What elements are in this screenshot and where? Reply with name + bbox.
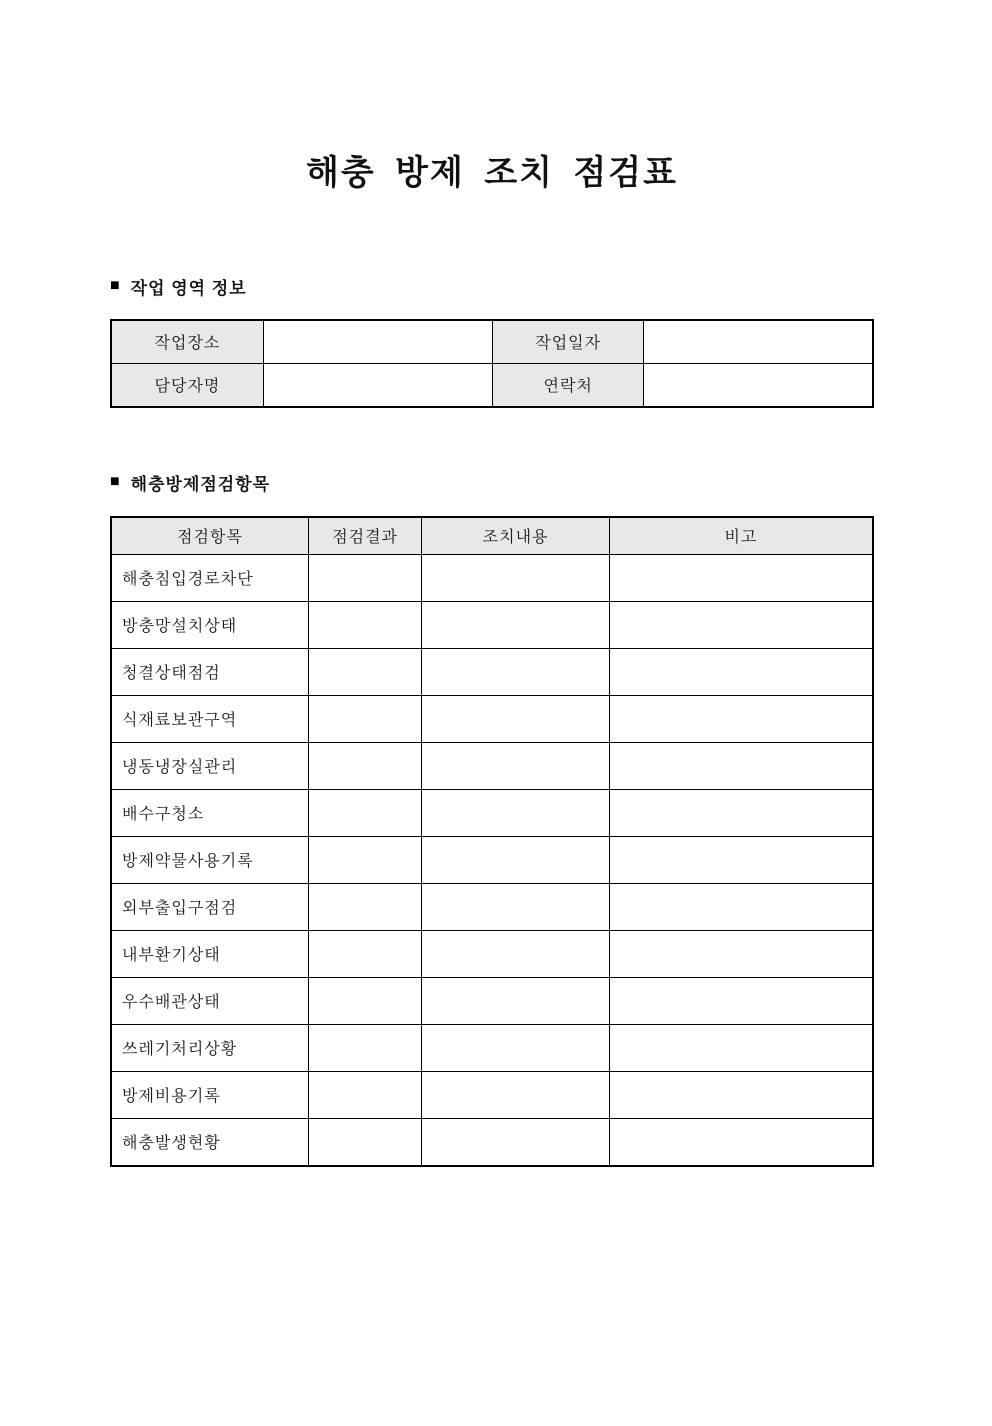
action-cell[interactable] bbox=[422, 977, 609, 1024]
action-cell[interactable] bbox=[422, 930, 609, 977]
checklist-row bbox=[111, 695, 873, 742]
info-row bbox=[111, 320, 873, 364]
result-cell[interactable] bbox=[308, 883, 422, 930]
field-label-contact: 연락처 bbox=[493, 363, 644, 407]
checklist-item-label: 해충침입경로차단 bbox=[111, 554, 308, 601]
result-cell[interactable] bbox=[308, 1118, 422, 1166]
checklist-row bbox=[111, 742, 873, 789]
action-cell[interactable] bbox=[422, 883, 609, 930]
info-row bbox=[111, 363, 873, 407]
section-heading-work-area bbox=[110, 274, 874, 299]
action-cell[interactable] bbox=[422, 742, 609, 789]
checklist-row bbox=[111, 1024, 873, 1071]
note-cell[interactable] bbox=[609, 554, 873, 601]
checklist-row bbox=[111, 1071, 873, 1118]
checklist-item-label: 방제비용기록 bbox=[111, 1071, 308, 1118]
action-cell[interactable] bbox=[422, 1071, 609, 1118]
work-area-info-table bbox=[110, 319, 874, 408]
note-cell[interactable] bbox=[609, 695, 873, 742]
note-cell[interactable] bbox=[609, 883, 873, 930]
field-label-workdate: 작업일자 bbox=[493, 320, 644, 364]
checklist-item-label: 내부환기상태 bbox=[111, 930, 308, 977]
result-cell[interactable] bbox=[308, 695, 422, 742]
action-cell[interactable] bbox=[422, 789, 609, 836]
result-cell[interactable] bbox=[308, 1071, 422, 1118]
square-bullet-icon: ■ bbox=[110, 473, 121, 491]
result-cell[interactable] bbox=[308, 789, 422, 836]
result-cell[interactable] bbox=[308, 742, 422, 789]
note-cell[interactable] bbox=[609, 601, 873, 648]
note-cell[interactable] bbox=[609, 977, 873, 1024]
checklist-item-label: 방충망설치상태 bbox=[111, 601, 308, 648]
checklist-row bbox=[111, 1118, 873, 1166]
checklist-item-label: 냉동냉장실관리 bbox=[111, 742, 308, 789]
checklist-item-label: 청결상태점검 bbox=[111, 648, 308, 695]
checklist-row bbox=[111, 554, 873, 601]
checklist-item-label: 배수구청소 bbox=[111, 789, 308, 836]
note-cell[interactable] bbox=[609, 742, 873, 789]
note-cell[interactable] bbox=[609, 648, 873, 695]
field-value-contact[interactable] bbox=[644, 363, 873, 407]
checklist-header-row bbox=[111, 517, 873, 555]
action-cell[interactable] bbox=[422, 836, 609, 883]
document-page bbox=[0, 23, 992, 1426]
checklist-row bbox=[111, 601, 873, 648]
field-label-worksite: 작업장소 bbox=[111, 320, 263, 364]
checklist-item-label: 해충발생현황 bbox=[111, 1118, 308, 1166]
action-cell[interactable] bbox=[422, 1118, 609, 1166]
action-cell[interactable] bbox=[422, 648, 609, 695]
checklist-item-label: 외부출입구점검 bbox=[111, 883, 308, 930]
column-header-item: 점검항목 bbox=[111, 517, 308, 555]
field-value-manager[interactable] bbox=[263, 363, 492, 407]
checklist-item-label: 우수배관상태 bbox=[111, 977, 308, 1024]
note-cell[interactable] bbox=[609, 1024, 873, 1071]
result-cell[interactable] bbox=[308, 977, 422, 1024]
field-label-manager: 담당자명 bbox=[111, 363, 263, 407]
note-cell[interactable] bbox=[609, 1071, 873, 1118]
checklist-item-label: 식재료보관구역 bbox=[111, 695, 308, 742]
checklist-row bbox=[111, 977, 873, 1024]
checklist-row bbox=[111, 930, 873, 977]
result-cell[interactable] bbox=[308, 601, 422, 648]
result-cell[interactable] bbox=[308, 836, 422, 883]
square-bullet-icon: ■ bbox=[110, 277, 121, 295]
action-cell[interactable] bbox=[422, 695, 609, 742]
column-header-result: 점검결과 bbox=[308, 517, 422, 555]
result-cell[interactable] bbox=[308, 930, 422, 977]
section-heading-work-area-label: 작업 영역 정보 bbox=[130, 278, 247, 298]
checklist-table bbox=[110, 516, 874, 1167]
result-cell[interactable] bbox=[308, 1024, 422, 1071]
checklist-row bbox=[111, 648, 873, 695]
column-header-note: 비고 bbox=[609, 517, 873, 555]
field-value-workdate[interactable] bbox=[644, 320, 873, 364]
checklist-row bbox=[111, 883, 873, 930]
result-cell[interactable] bbox=[308, 648, 422, 695]
section-heading-checklist bbox=[110, 470, 874, 495]
note-cell[interactable] bbox=[609, 1118, 873, 1166]
note-cell[interactable] bbox=[609, 836, 873, 883]
action-cell[interactable] bbox=[422, 601, 609, 648]
column-header-action: 조치내용 bbox=[422, 517, 609, 555]
checklist-item-label: 방제약물사용기록 bbox=[111, 836, 308, 883]
checklist-item-label: 쓰레기처리상황 bbox=[111, 1024, 308, 1071]
result-cell[interactable] bbox=[308, 554, 422, 601]
note-cell[interactable] bbox=[609, 789, 873, 836]
section-heading-checklist-label: 해충방제점검항목 bbox=[130, 474, 271, 494]
document-title: 해충 방제 조치 점검표 bbox=[306, 153, 678, 192]
checklist-row bbox=[111, 836, 873, 883]
action-cell[interactable] bbox=[422, 554, 609, 601]
note-cell[interactable] bbox=[609, 930, 873, 977]
checklist-row bbox=[111, 789, 873, 836]
action-cell[interactable] bbox=[422, 1024, 609, 1071]
field-value-worksite[interactable] bbox=[263, 320, 492, 364]
